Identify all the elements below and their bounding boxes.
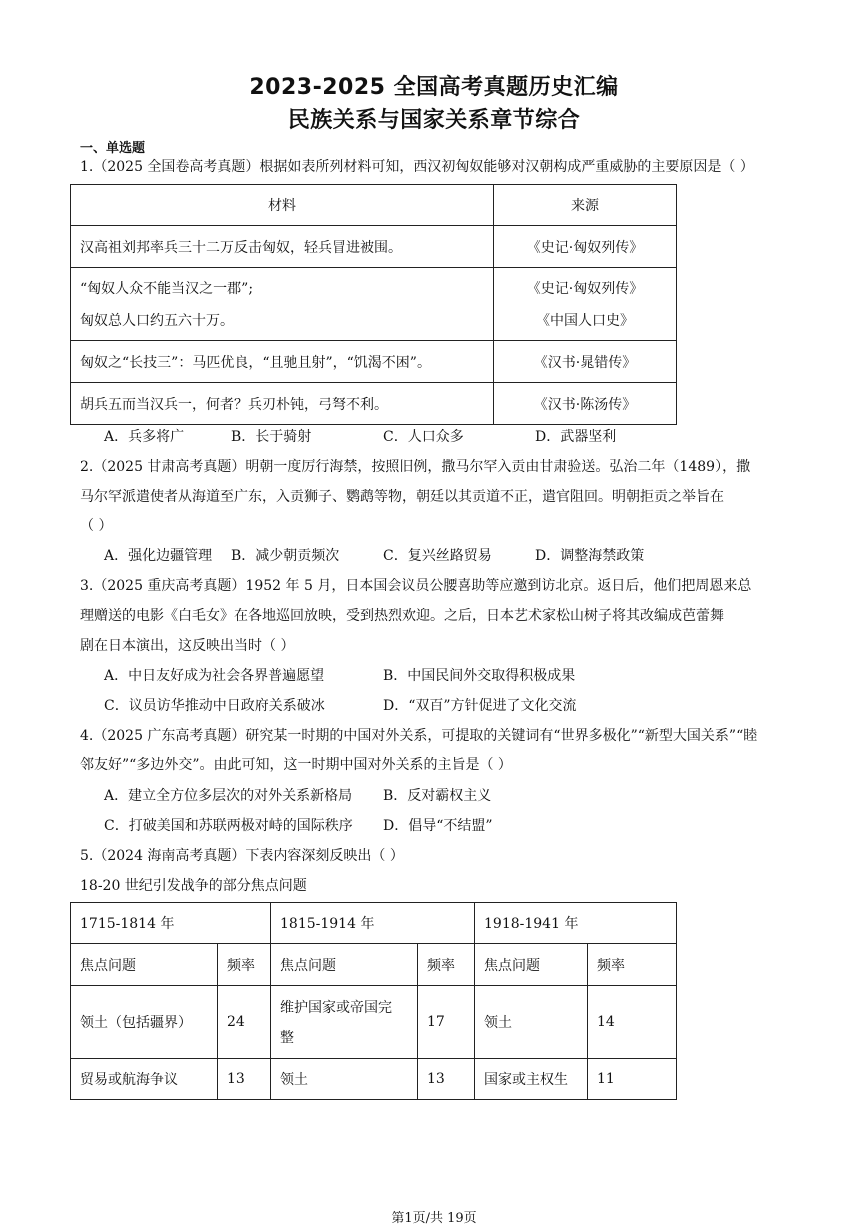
q5-cell: 13 (218, 1059, 271, 1100)
q2-stem-line: 2.（2025 甘肃高考真题）明朝一度厉行海禁，按照旧例，撒马尔罕入贡由甘肃验送。弘治二年（1489），撒 (80, 459, 751, 475)
table-row (71, 986, 677, 1059)
q1-source (494, 268, 677, 341)
section-heading: 一、单选题 (80, 141, 146, 156)
q1-material: 胡兵五而当汉兵一，何者？兵刃朴钝，弓弩不利。 (71, 383, 494, 425)
table-row (71, 383, 677, 425)
q3-option-b: B．中国民间外交取得积极成果 (383, 668, 576, 684)
q1-source: 《汉书·晁错传》 (494, 341, 677, 383)
q3-option-d: D．“双百”方针促进了文化交流 (383, 698, 577, 714)
q4-stem-line: 邻友好”“多边外交”。由此可知，这一时期中国对外关系的主旨是（ ） (80, 757, 512, 773)
q4-option-a: A．建立全方位多层次的对外关系新格局 (104, 788, 353, 804)
q1-option-b: B．长于骑射 (231, 429, 312, 445)
q1-source: 《史记·匈奴列传》 (494, 226, 677, 268)
q1-material-line: 匈奴总人口约五六十万。 (80, 313, 234, 329)
q1-source-line: 《史记·匈奴列传》 (526, 281, 644, 297)
q1-table (70, 184, 677, 425)
q5-cell: 领土（包括疆界） (71, 986, 218, 1059)
q5-cell-line: 整 (280, 1030, 294, 1046)
q4-option-c: C．打破美国和苏联两极对峙的国际秩序 (104, 818, 353, 834)
q1-source-line: 《中国人口史》 (536, 313, 634, 329)
q1-material-line: “匈奴人众不能当汉之一郡”; (80, 281, 254, 297)
q1-stem: 1.（2025 全国卷高考真题）根据如表所列材料可知，西汉初匈奴能够对汉朝构成严重威胁的主要原因是（ ） (80, 159, 754, 175)
q5-cell-line: 维护国家或帝国完 (280, 1000, 392, 1016)
table-row (71, 268, 677, 341)
q3-option-a: A．中日友好成为社会各界普遍愿望 (104, 668, 325, 684)
q5-cell: 13 (418, 1059, 475, 1100)
q1-option-c: C．人口众多 (383, 429, 464, 445)
page-footer: 第1页/共 19页 (391, 1211, 477, 1226)
q5-cell: 贸易或航海争议 (71, 1059, 218, 1100)
q5-table-caption: 18-20 世纪引发战争的部分焦点问题 (80, 878, 307, 894)
q1-material (71, 268, 494, 341)
q5-col-freq: 频率 (588, 944, 677, 986)
q1-option-a: A．兵多将广 (104, 429, 185, 445)
q5-cell (271, 986, 418, 1059)
q2-stem-line: 马尔罕派遣使者从海道至广东，入贡狮子、鹦鹉等物，朝廷以其贡道不正，遣官阻回。明朝拒贡之举旨在 (80, 489, 724, 505)
q1-source: 《汉书·陈汤传》 (494, 383, 677, 425)
q3-stem-line: 剧在日本演出，这反映出当时（ ） (80, 638, 295, 654)
q2-option-a: A．强化边疆管理 (104, 548, 213, 564)
table-row (71, 1059, 677, 1100)
q5-period: 1918-1941 年 (475, 903, 677, 944)
q4-option-d: D．倡导“不结盟” (383, 818, 493, 834)
q5-period: 1815-1914 年 (271, 903, 475, 944)
q5-stem: 5.（2024 海南高考真题）下表内容深刻反映出（ ） (80, 848, 404, 864)
q5-cell: 领土 (271, 1059, 418, 1100)
q5-cell: 17 (418, 986, 475, 1059)
table-row (71, 226, 677, 268)
q1-header-source: 来源 (494, 185, 677, 226)
q5-cell: 领土 (475, 986, 588, 1059)
q1-material: 匈奴之“长技三”：马匹优良，“且驰且射”，“饥渴不困”。 (71, 341, 494, 383)
q5-cell: 14 (588, 986, 677, 1059)
q5-col-issue: 焦点问题 (475, 944, 588, 986)
q3-stem-line: 3.（2025 重庆高考真题）1952 年 5 月，日本国会议员公腰喜助等应邀到访北京。返日后，他们把周恩来总 (80, 578, 752, 594)
q5-table (70, 902, 677, 1100)
q5-cell: 24 (218, 986, 271, 1059)
title-line-2: 民族关系与国家关系章节综合 (287, 108, 581, 133)
q5-col-issue: 焦点问题 (271, 944, 418, 986)
q2-stem-line: （ ） (80, 518, 113, 534)
q2-option-b: B．减少朝贡频次 (231, 548, 340, 564)
q5-period: 1715-1814 年 (71, 903, 271, 944)
q5-cell: 国家或主权生 (475, 1059, 588, 1100)
q2-option-c: C．复兴丝路贸易 (383, 548, 492, 564)
q3-stem-line: 理赠送的电影《白毛女》在各地巡回放映，受到热烈欢迎。之后，日本艺术家松山树子将其改编成芭蕾舞 (80, 608, 724, 624)
q1-header-material: 材料 (71, 185, 494, 226)
q5-cell: 11 (588, 1059, 677, 1100)
table-row (71, 341, 677, 383)
q1-material: 汉高祖刘邦率兵三十二万反击匈奴，轻兵冒进被围。 (71, 226, 494, 268)
q2-option-d: D．调整海禁政策 (535, 548, 645, 564)
title-line-1: 2023-2025 全国高考真题历史汇编 (249, 75, 619, 100)
q5-col-issue: 焦点问题 (71, 944, 218, 986)
q4-option-b: B．反对霸权主义 (383, 788, 492, 804)
q3-option-c: C．议员访华推动中日政府关系破冰 (104, 698, 325, 714)
q1-option-d: D．武器坚利 (535, 429, 617, 445)
q5-col-freq: 频率 (218, 944, 271, 986)
q4-stem-line: 4.（2025 广东高考真题）研究某一时期的中国对外关系，可提取的关键词有“世界多极化”“新型大国关系”“睦 (80, 728, 758, 744)
q5-col-freq: 频率 (418, 944, 475, 986)
